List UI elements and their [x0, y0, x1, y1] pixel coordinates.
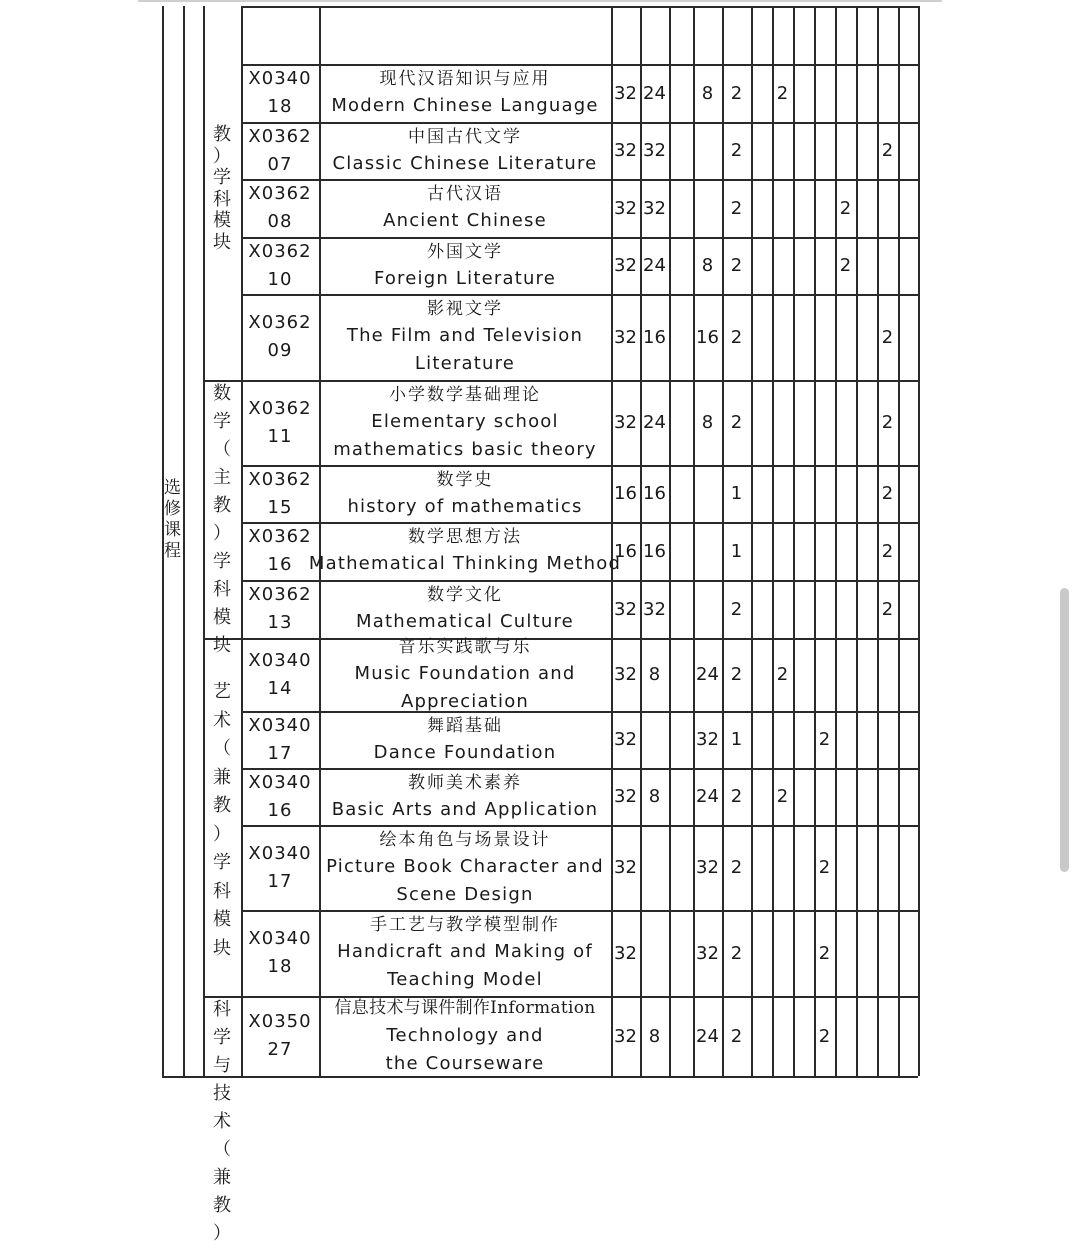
- vertical-char: 技: [213, 1083, 231, 1104]
- credit-value-text: 2: [730, 255, 743, 276]
- credit-value: [640, 580, 669, 638]
- credit-value-text: 2: [881, 483, 894, 504]
- course-name-en: Classic Chinese Literature: [332, 152, 598, 174]
- credit-value-text: 24: [696, 786, 719, 807]
- credit-value-text: 32: [614, 664, 637, 685]
- credit-value: [611, 825, 640, 910]
- credit-value: [693, 380, 722, 465]
- course-name-en: Mathematical Culture: [356, 611, 574, 632]
- credit-value-text: 24: [696, 1025, 719, 1047]
- credit-value-text: 32: [614, 255, 637, 276]
- credit-value-text: 2: [881, 598, 894, 620]
- credit-value-text: 24: [643, 255, 666, 276]
- course-name: [308, 522, 622, 580]
- credit-value-text: 32: [614, 140, 637, 161]
- credit-value: [611, 910, 640, 996]
- course-name-en: Music Foundation and: [354, 662, 576, 684]
- course-name: [319, 768, 611, 825]
- credit-value-text: 1: [730, 483, 743, 504]
- credit-value: [814, 825, 835, 910]
- course-name: [319, 580, 611, 638]
- module-label: [203, 996, 241, 1248]
- credit-value-text: 2: [730, 857, 743, 878]
- vertical-char: 学: [213, 1027, 231, 1048]
- course-code-text: X034017: [248, 842, 312, 892]
- course-code: [241, 580, 319, 638]
- module-text: [203, 678, 241, 963]
- credit-value-text: 32: [614, 412, 637, 433]
- credit-value: [640, 522, 669, 580]
- credit-value-text: 32: [614, 729, 637, 750]
- credit-value: [772, 768, 793, 825]
- credit-value-text: 2: [839, 197, 852, 219]
- course-code-text: X036210: [248, 240, 312, 290]
- vertical-char: 学: [213, 167, 231, 188]
- vertical-char: 模: [213, 607, 231, 628]
- credit-value-text: 2: [881, 540, 894, 562]
- grid-line-vertical: [835, 6, 837, 1076]
- course-name-en: Teaching Model: [387, 969, 543, 990]
- credit-value-text: 2: [730, 942, 743, 964]
- credit-value-text: 2: [730, 786, 743, 807]
- credit-value: [611, 996, 640, 1076]
- course-name: [319, 711, 611, 768]
- vertical-char: 术: [213, 1111, 231, 1132]
- credit-value: [693, 996, 722, 1076]
- course-name-cn: 音乐实践歌与乐: [398, 636, 532, 657]
- credit-value-text: 2: [730, 326, 743, 348]
- course-code: [241, 179, 319, 237]
- course-code: [241, 237, 319, 294]
- grid-line-vertical: [918, 6, 920, 1076]
- vertical-char: 模: [213, 210, 231, 231]
- credit-value-text: 16: [643, 540, 666, 562]
- credit-value-text: 8: [648, 786, 661, 807]
- vertical-char: ）: [213, 523, 231, 544]
- course-name-en: mathematics basic theory: [333, 438, 597, 460]
- course-code-text: X036213: [248, 584, 312, 633]
- category-label: [162, 478, 183, 562]
- credit-value-text: 32: [696, 942, 719, 964]
- credit-value: [611, 465, 640, 522]
- vertical-char: 教: [213, 124, 231, 145]
- course-code-text: X034018: [248, 928, 312, 977]
- credit-value-text: 32: [614, 942, 637, 964]
- credit-value: [835, 237, 856, 294]
- course-name-cn: 数学史: [436, 469, 494, 490]
- vertical-char: 科: [213, 188, 231, 210]
- vertical-char: （: [213, 439, 231, 460]
- course-name-en: Dance Foundation: [373, 741, 557, 763]
- credit-value: [877, 522, 898, 580]
- course-code-text: X034017: [248, 714, 312, 764]
- credit-value: [877, 465, 898, 522]
- vertical-char: 学: [213, 411, 231, 432]
- course-code-text: X036207: [248, 125, 312, 175]
- course-name: [319, 179, 611, 237]
- credit-value-text: 2: [730, 82, 743, 104]
- course-name: [319, 122, 611, 179]
- credit-value: [611, 294, 640, 380]
- course-name-en: Elementary school: [371, 410, 559, 432]
- credit-value: [722, 522, 751, 580]
- course-code-text: X036208: [248, 183, 312, 232]
- credit-value-text: 2: [881, 326, 894, 348]
- credit-value-text: 2: [730, 598, 743, 620]
- course-name-cn: 中国古代文学: [408, 126, 522, 147]
- credit-value: [835, 179, 856, 237]
- credit-value: [814, 910, 835, 996]
- credit-value: [693, 768, 722, 825]
- vertical-char: 主: [213, 467, 231, 488]
- credit-value: [722, 380, 751, 465]
- course-name-en: Technology and: [386, 1025, 544, 1046]
- credit-value: [693, 910, 722, 996]
- credit-value-text: 2: [776, 664, 789, 685]
- credit-value: [693, 638, 722, 711]
- credit-value-text: 2: [818, 729, 831, 750]
- course-code: [241, 996, 319, 1076]
- credit-value: [611, 122, 640, 179]
- scrollbar[interactable]: [1060, 588, 1069, 872]
- credit-value: [611, 768, 640, 825]
- course-name-en: history of mathematics: [347, 495, 583, 517]
- credit-value: [722, 638, 751, 711]
- credit-value: [693, 237, 722, 294]
- credit-value: [722, 465, 751, 522]
- module-text: [203, 124, 241, 253]
- course-code: [241, 768, 319, 825]
- course-name: [319, 294, 611, 380]
- course-code-text: X034018: [248, 68, 312, 117]
- credit-value: [611, 64, 640, 122]
- course-name-cn: 数学文化: [427, 585, 503, 605]
- course-name-cn: 舞蹈基础: [427, 715, 503, 736]
- vertical-char: 教: [213, 495, 231, 516]
- credit-value-text: 2: [881, 140, 894, 161]
- credit-value: [640, 768, 669, 825]
- course-name-cn: 手工艺与教学模型制作: [370, 915, 560, 935]
- vertical-char: 选: [164, 478, 181, 498]
- credit-value: [640, 179, 669, 237]
- credit-value-text: 2: [776, 82, 789, 104]
- course-name-en: Scene Design: [396, 883, 534, 905]
- grid-line-vertical: [793, 6, 795, 1076]
- vertical-char: 术: [213, 709, 231, 731]
- credit-value: [611, 237, 640, 294]
- credit-value: [814, 711, 835, 768]
- credit-value: [877, 380, 898, 465]
- vertical-char: 教: [213, 1195, 231, 1216]
- course-name-cn: 教师美术素养: [408, 772, 522, 793]
- credit-value-text: 16: [643, 483, 666, 504]
- credit-value-text: 32: [614, 197, 637, 219]
- vertical-char: ）: [213, 1223, 231, 1244]
- credit-value: [877, 580, 898, 638]
- grid-line-vertical: [772, 6, 774, 1076]
- credit-value-text: 2: [818, 857, 831, 878]
- course-code-text: X034014: [248, 649, 312, 699]
- course-name-en: Foreign Literature: [373, 267, 557, 289]
- course-name-cn: 古代汉语: [427, 184, 503, 204]
- course-name-en: Picture Book Character and: [326, 855, 604, 877]
- vertical-char: 课: [164, 520, 181, 540]
- course-code-text: X036211: [248, 397, 312, 447]
- credit-value: [722, 580, 751, 638]
- credit-value: [640, 996, 669, 1076]
- vertical-char: 数: [213, 383, 231, 404]
- course-name-cn: 数学思想方法: [408, 527, 522, 547]
- credit-value: [640, 380, 669, 465]
- course-name: [319, 380, 611, 465]
- vertical-char: 与: [213, 1055, 231, 1076]
- credit-value-text: 2: [730, 140, 743, 161]
- course-code: [241, 64, 319, 122]
- course-name-cn: 影视文学: [427, 299, 503, 319]
- credit-value: [722, 910, 751, 996]
- credit-value: [640, 64, 669, 122]
- course-code: [241, 711, 319, 768]
- credit-value: [693, 294, 722, 380]
- credit-value: [640, 465, 669, 522]
- credit-value-text: 8: [648, 664, 661, 685]
- vertical-char: 教: [213, 795, 231, 816]
- module-label: [203, 124, 241, 253]
- credit-value-text: 32: [614, 326, 637, 348]
- credit-value-text: 8: [701, 82, 714, 104]
- course-code-text: X035027: [248, 1011, 312, 1060]
- credit-value-text: 32: [614, 82, 637, 104]
- credit-value-text: 24: [696, 664, 719, 685]
- credit-value-text: 32: [614, 857, 637, 878]
- credit-value-text: 2: [730, 664, 743, 685]
- vertical-char: 科: [213, 579, 231, 600]
- credit-value: [722, 768, 751, 825]
- course-code: [241, 122, 319, 179]
- module-label: [203, 678, 241, 963]
- credit-value: [722, 711, 751, 768]
- credit-value-text: 1: [730, 540, 743, 562]
- credit-value-text: 16: [614, 483, 637, 504]
- credit-value: [722, 825, 751, 910]
- course-code: [241, 825, 319, 910]
- grid-line-vertical: [898, 6, 900, 1076]
- credit-value: [693, 825, 722, 910]
- course-name-en: 信息技术与课件制作Information: [334, 998, 596, 1018]
- course-name-en: the Courseware: [385, 1053, 545, 1074]
- vertical-char: 块: [213, 937, 231, 959]
- credit-value-text: 2: [839, 255, 852, 276]
- vertical-char: 科: [213, 880, 231, 902]
- vertical-char: ）: [213, 145, 231, 167]
- credit-value-text: 16: [643, 326, 666, 348]
- vertical-char: ）: [213, 823, 231, 845]
- vertical-char: 程: [164, 541, 181, 561]
- course-name: [319, 638, 611, 711]
- course-code: [241, 910, 319, 996]
- grid-line-horizontal: [241, 6, 918, 8]
- course-name-en: Modern Chinese Language: [331, 95, 599, 116]
- module-text: [203, 996, 241, 1248]
- course-name-cn: 小学数学基础理论: [389, 384, 541, 405]
- course-name-en: Mathematical Thinking Method: [308, 553, 622, 574]
- course-code-text: X036209: [248, 312, 312, 361]
- credit-value: [611, 522, 640, 580]
- vertical-char: 块: [213, 635, 231, 656]
- vertical-char: 兼: [213, 1167, 231, 1188]
- top-divider: [138, 0, 942, 2]
- credit-value: [611, 179, 640, 237]
- credit-value-text: 16: [614, 540, 637, 562]
- credit-value-text: 24: [643, 82, 666, 104]
- credit-value-text: 8: [701, 412, 714, 433]
- credit-value-text: 32: [696, 857, 719, 878]
- credit-value: [722, 237, 751, 294]
- vertical-char: 块: [213, 231, 231, 253]
- course-name-cn: 外国文学: [427, 241, 503, 262]
- credit-value: [877, 122, 898, 179]
- course-code: [241, 522, 319, 580]
- credit-value-text: 32: [614, 1025, 637, 1047]
- credit-value: [722, 294, 751, 380]
- course-code-text: X034016: [248, 771, 312, 821]
- course-code: [241, 294, 319, 380]
- course-name-en: Appreciation: [400, 690, 530, 712]
- credit-value-text: 1: [730, 729, 743, 750]
- credit-value: [772, 64, 793, 122]
- grid-line-vertical: [751, 6, 753, 1076]
- course-name: [319, 64, 611, 122]
- grid-line-vertical: [669, 6, 671, 1076]
- credit-value-text: 2: [881, 412, 894, 433]
- vertical-char: 修: [164, 499, 181, 519]
- credit-value-text: 8: [701, 255, 714, 276]
- credit-value-text: 32: [614, 786, 637, 807]
- course-name-en: Literature: [414, 353, 516, 374]
- course-name-cn: 绘本角色与场景设计: [379, 829, 551, 850]
- vertical-char: 兼: [213, 766, 231, 788]
- credit-value: [611, 580, 640, 638]
- credit-value: [611, 380, 640, 465]
- credit-value-text: 2: [818, 942, 831, 964]
- vertical-char: （: [213, 738, 231, 759]
- credit-value: [640, 638, 669, 711]
- credit-value: [877, 294, 898, 380]
- credit-value-text: 32: [614, 598, 637, 620]
- credit-value-text: 24: [643, 412, 666, 433]
- course-name: [319, 910, 611, 996]
- credit-value: [640, 122, 669, 179]
- credit-value-text: 32: [643, 598, 666, 620]
- credit-value: [772, 638, 793, 711]
- vertical-char: 科: [213, 999, 231, 1020]
- course-code: [241, 380, 319, 465]
- credit-value: [640, 237, 669, 294]
- grid-line-vertical: [856, 6, 858, 1076]
- course-name-cn: 现代汉语知识与应用: [379, 69, 551, 89]
- credit-value: [814, 996, 835, 1076]
- credit-value-text: 32: [696, 729, 719, 750]
- credit-value: [722, 179, 751, 237]
- course-code-text: X036215: [248, 468, 312, 518]
- course-code-text: X036216: [248, 526, 312, 575]
- credit-value-text: 16: [696, 326, 719, 348]
- course-name-en: Ancient Chinese: [383, 210, 547, 231]
- credit-value-text: 2: [818, 1025, 831, 1047]
- vertical-char: 模: [213, 909, 231, 930]
- credit-value: [611, 638, 640, 711]
- credit-value: [611, 711, 640, 768]
- module-text: [203, 380, 241, 660]
- course-name-en: Basic Arts and Application: [331, 798, 599, 820]
- credit-value-text: 2: [776, 786, 789, 807]
- credit-value: [693, 711, 722, 768]
- credit-value-text: 32: [643, 197, 666, 219]
- module-label: [203, 380, 241, 660]
- credit-value-text: 32: [643, 140, 666, 161]
- credit-value-text: 2: [730, 412, 743, 433]
- course-name-en: The Film and Television: [346, 325, 584, 346]
- course-name-en: Handicraft and Making of: [337, 941, 593, 962]
- credit-value-text: 2: [730, 1025, 743, 1047]
- grid-line-vertical: [183, 6, 185, 1076]
- course-name: [319, 996, 611, 1076]
- course-code: [241, 465, 319, 522]
- credit-value: [640, 294, 669, 380]
- credit-value: [693, 64, 722, 122]
- course-name: [319, 825, 611, 910]
- course-name: [319, 465, 611, 522]
- vertical-char: 学: [213, 852, 231, 873]
- vertical-char: 艺: [213, 681, 231, 702]
- credit-value-text: 2: [730, 197, 743, 219]
- credit-value: [722, 122, 751, 179]
- vertical-char: （: [213, 1139, 231, 1160]
- credit-value-text: 8: [648, 1025, 661, 1047]
- course-code: [241, 638, 319, 711]
- credit-value: [722, 996, 751, 1076]
- credit-value: [722, 64, 751, 122]
- course-name: [319, 237, 611, 294]
- vertical-char: 学: [213, 551, 231, 572]
